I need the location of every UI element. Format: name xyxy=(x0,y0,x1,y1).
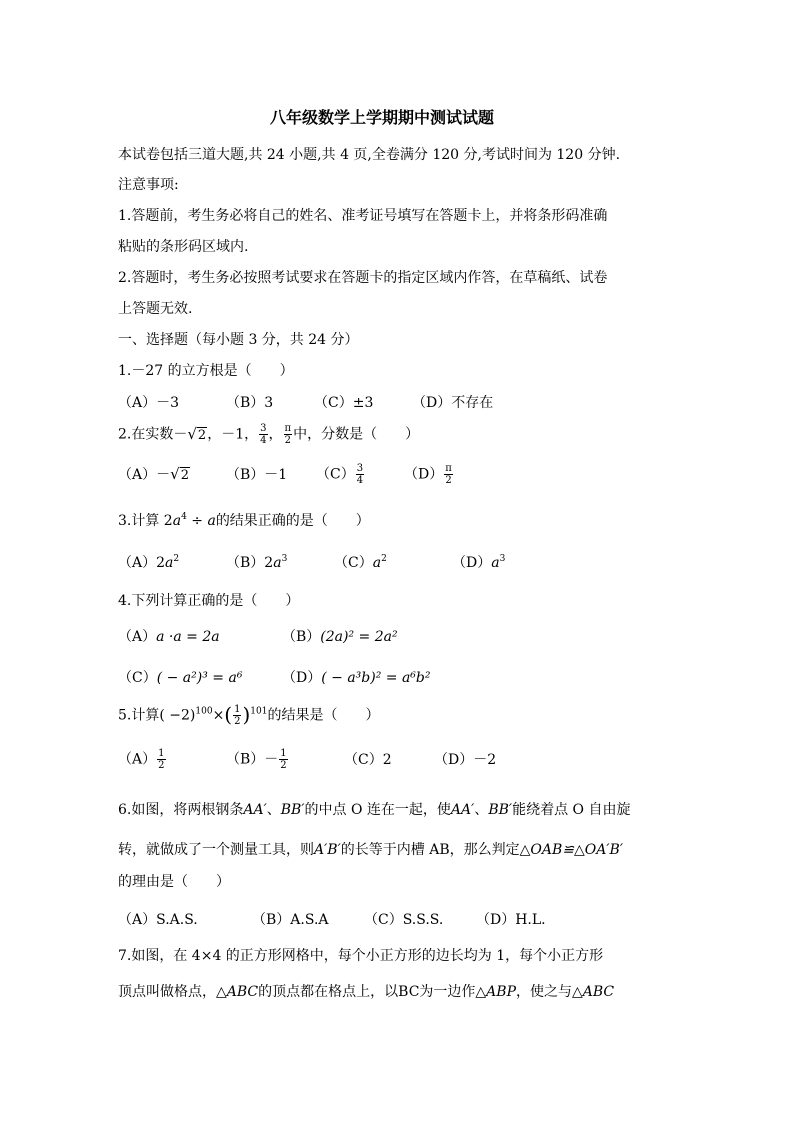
q3-a-label: （A）2 xyxy=(118,555,166,571)
q3-c-var: a xyxy=(372,555,382,571)
q5-rparen: ) xyxy=(242,702,251,727)
q6-l1-mid: 的中点 O 连在一起，使 xyxy=(304,802,451,818)
q6-sep: 、 xyxy=(266,802,281,818)
question-1-options xyxy=(118,393,493,413)
q4-c-label: （C） xyxy=(118,670,157,686)
q3-d-label: （D） xyxy=(452,555,492,571)
q7-bc: BC xyxy=(398,984,420,1000)
q5-b-den: 2 xyxy=(280,760,287,771)
question-3-options xyxy=(118,553,505,573)
q5-b-sign: － xyxy=(264,751,279,768)
q4-option-b xyxy=(282,627,398,647)
question-4-stem: 4.下列计算正确的是（ ） xyxy=(118,593,300,609)
q4-b-label: （B） xyxy=(282,629,321,645)
q2-c-den: 4 xyxy=(356,475,364,486)
question-4-options-cd xyxy=(118,668,431,688)
q2-c-label: （C） xyxy=(316,466,355,483)
q3-b-var: a xyxy=(273,555,282,571)
q5-a-label: （A） xyxy=(118,751,157,768)
q3-option-a xyxy=(118,553,226,573)
q5-b-label: （B） xyxy=(226,751,265,768)
q2-c-num: 3 xyxy=(356,463,364,474)
question-5-stem xyxy=(118,704,379,727)
q4-d-label: （D） xyxy=(282,670,322,686)
q3-exp: 4 xyxy=(181,512,187,522)
q3-c-label: （C） xyxy=(334,555,373,571)
q3-a-var: a xyxy=(165,555,174,571)
intro-text: 本试卷包括三道大题,共 24 小题,共 4 页,全卷满分 120 分,考试时间为 120 分钟. xyxy=(118,147,621,163)
q4-option-c xyxy=(118,668,282,688)
q2-f1-den: 4 xyxy=(260,435,267,446)
q5-exp1: 100 xyxy=(195,706,213,717)
q5-b-num: 1 xyxy=(280,748,287,759)
q5-lparen: ( xyxy=(224,702,233,727)
q6-option-d: （D）H.L. xyxy=(476,912,546,928)
q3-var2: a xyxy=(207,513,216,529)
notice-1-line-2: 粘贴的条形码区域内. xyxy=(118,239,249,255)
q3-option-d xyxy=(452,553,505,573)
q3-pre: 3.计算 2 xyxy=(118,513,173,529)
q7-mid: 的顶点都在格点上，以 xyxy=(258,984,399,1000)
q2-c-frac xyxy=(356,463,364,486)
q5-post: 的结果是（ ） xyxy=(267,707,380,724)
q6-bb: BB′ xyxy=(280,802,305,818)
q6-l1-post: 能绕着点 O 自由旋 xyxy=(512,802,631,818)
question-3-stem xyxy=(118,511,370,531)
q6-aa: AA′ xyxy=(243,802,267,818)
q2-fraction-3-4 xyxy=(259,423,267,446)
q7-abc: △ABC xyxy=(216,984,259,1000)
question-2-stem xyxy=(118,423,419,446)
q2-option-a xyxy=(118,464,226,486)
q5-a-frac xyxy=(157,748,165,771)
q2-option-b: （B）－1 xyxy=(226,466,288,483)
q4-option-d xyxy=(282,668,431,688)
q6-l1-pre: 6.如图，将两根钢条 xyxy=(118,802,244,818)
q5-a-num: 1 xyxy=(158,748,165,759)
q1-option-c: （C）±3 xyxy=(314,395,374,411)
q6-option-b: （B）A.S.A xyxy=(252,912,329,928)
q2-option-c xyxy=(316,463,404,486)
q4-d-expr: ( − a³b)² = a⁶b² xyxy=(321,670,431,686)
q6-aa-2: AA′ xyxy=(450,802,475,818)
q7-mid2: 为一边作 xyxy=(419,984,476,1000)
notice-heading: 注意事项: xyxy=(118,177,179,193)
question-7-line-2 xyxy=(118,982,614,1002)
question-5-options xyxy=(118,748,496,771)
q6-l2-mid: 的长等于内槽 AB，那么判定 xyxy=(340,842,520,858)
q5-pre: 5.计算 xyxy=(118,707,160,724)
q5-frac xyxy=(233,704,241,727)
q1-option-a: （A）－3 xyxy=(118,395,180,411)
q3-var: a xyxy=(172,513,182,529)
q5-option-a xyxy=(118,748,226,771)
q2-f2-den: 2 xyxy=(284,435,291,446)
q6-option-a: （A）S.A.S. xyxy=(118,912,198,928)
q6-sep-2: 、 xyxy=(474,802,489,818)
q3-post: 的结果正确的是（ ） xyxy=(215,513,370,529)
q5-option-d: （D）－2 xyxy=(434,751,497,768)
question-6-line-3: 的理由是（ ） xyxy=(118,874,230,890)
q2-stem-pre: 2.在实数－ xyxy=(118,426,188,443)
q2-f1-num: 3 xyxy=(260,423,267,434)
q7-abc2: △ABC xyxy=(572,984,615,1000)
q2-f2-num: π xyxy=(284,423,292,434)
section-1-heading: 一、选择题（每小题 3 分，共 24 分） xyxy=(118,332,359,348)
q2-d-den: 2 xyxy=(445,475,452,486)
q5-times: × xyxy=(212,707,225,724)
q2-fraction-pi-2 xyxy=(284,423,293,446)
q3-d-var: a xyxy=(491,555,500,571)
question-1-stem: 1.－27 的立方根是（ ） xyxy=(118,363,294,379)
q4-option-a xyxy=(118,627,282,647)
q2-sqrt: √2 xyxy=(187,424,207,443)
q3-a-exp: 2 xyxy=(173,554,180,564)
q6-option-c: （C）S.S.S. xyxy=(364,912,444,928)
q7-pre: 顶点叫做格点， xyxy=(118,984,216,1000)
q1-option-d: （D）不存在 xyxy=(412,395,494,411)
notice-2-line-1: 2.答题时，考生务必按照考试要求在答题卡的指定区域内作答，在草稿纸、试卷 xyxy=(118,270,608,286)
q6-congruence: △OAB≌△OA′B′ xyxy=(519,842,623,858)
q5-base: ( −2) xyxy=(159,707,196,724)
question-7-line-1: 7.如图，在 4×4 的正方形网格中，每个小正方形的边长均为 1，每个小正方形 xyxy=(118,948,604,964)
q3-option-c xyxy=(334,553,452,573)
notice-2-line-2: 上答题无效. xyxy=(118,301,193,317)
q1-option-b: （B）3 xyxy=(226,395,274,411)
page-title: 八年级数学上学期期中测试试题 xyxy=(270,108,495,127)
q2-comma: ， xyxy=(268,426,283,443)
q4-a-expr: a ·a = 2a xyxy=(156,629,220,645)
q2-stem-post: 中，分数是（ ） xyxy=(293,426,420,443)
q3-b-label: （B）2 xyxy=(226,555,274,571)
q2-a-sqrt: √2 xyxy=(170,464,189,483)
question-6-line-2 xyxy=(118,840,623,860)
q5-option-b xyxy=(226,748,344,771)
q2-d-num: π xyxy=(445,463,452,474)
q3-d-exp: 3 xyxy=(499,554,506,564)
q3-c-exp: 2 xyxy=(381,554,387,564)
q6-l2-pre: 转，就做成了一个测量工具，则 xyxy=(118,842,314,858)
q3-option-b xyxy=(226,553,334,573)
q2-stem-mid: ，－1， xyxy=(207,426,259,443)
question-6-options xyxy=(118,910,546,930)
q2-option-d xyxy=(404,463,454,486)
q3-b-exp: 3 xyxy=(281,554,288,564)
q2-d-frac xyxy=(444,463,453,486)
q3-div: ÷ xyxy=(186,513,208,529)
q6-bb-2: BB′ xyxy=(488,802,513,818)
q5-den: 2 xyxy=(234,716,241,727)
q7-post: ，使之与 xyxy=(516,984,572,1000)
q2-sqrt-arg: 2 xyxy=(197,427,207,443)
q6-ab: A′B′ xyxy=(314,842,341,858)
q4-a-label: （A） xyxy=(118,629,157,645)
q2-a-label: （A）－ xyxy=(118,466,171,483)
question-6-line-1 xyxy=(118,800,630,820)
q5-num: 1 xyxy=(234,704,241,715)
q2-d-label: （D） xyxy=(404,466,444,483)
q4-c-expr: ( − a²)³ = a⁶ xyxy=(156,670,243,686)
q5-a-den: 2 xyxy=(158,760,165,771)
question-2-options xyxy=(118,463,454,486)
q5-option-c: （C）2 xyxy=(344,751,392,768)
notice-1-line-1: 1.答题前，考生务必将自己的姓名、准考证号填写在答题卡上，并将条形码准确 xyxy=(118,208,608,224)
q4-b-expr: (2a)² = 2a² xyxy=(320,629,398,645)
q5-exp2: 101 xyxy=(250,706,268,717)
q2-a-sqrt-arg: 2 xyxy=(180,467,189,483)
question-4-options-ab xyxy=(118,627,398,647)
q7-abp: △ABP xyxy=(475,984,516,1000)
q5-b-frac xyxy=(279,748,287,771)
